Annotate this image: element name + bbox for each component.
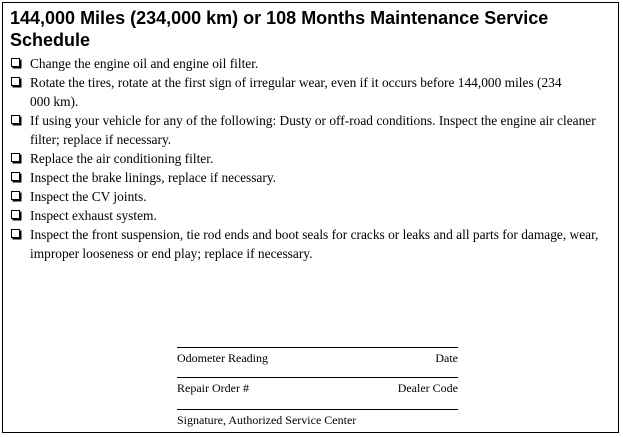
checklist-item-text: Inspect the front suspension, tie rod ends and boot seals for cracks or leaks and all parts for damage, wear, improper looseness or end play; replace if necessary. xyxy=(30,227,599,261)
schedule-title: 144,000 Miles (234,000 km) or 108 Months Maintenance Service Schedule xyxy=(10,8,549,50)
odometer-date-field[interactable] xyxy=(177,347,458,365)
maintenance-schedule-card xyxy=(2,2,619,433)
checkbox-icon[interactable] xyxy=(11,58,20,67)
dealer-code-label: Dealer Code xyxy=(397,381,458,395)
maintenance-checklist xyxy=(10,54,615,263)
signature-label: Signature, Authorized Service Center xyxy=(177,413,357,427)
checklist-item xyxy=(10,168,615,187)
checklist-item xyxy=(10,206,615,225)
checklist-item xyxy=(10,225,615,263)
checklist-item-text: Inspect the brake linings, replace if necessary. xyxy=(30,170,277,185)
checkbox-icon[interactable] xyxy=(11,172,20,181)
checklist-item-text: Change the engine oil and engine oil filter. xyxy=(30,56,259,71)
odometer-label: Odometer Reading xyxy=(177,351,268,365)
checkbox-icon[interactable] xyxy=(11,77,20,86)
checklist-item-text: Inspect the CV joints. xyxy=(30,189,147,204)
repair-order-label: Repair Order # xyxy=(177,381,249,395)
checkbox-icon[interactable] xyxy=(11,153,20,162)
checklist-item xyxy=(10,149,615,168)
checklist-item xyxy=(10,73,570,111)
checklist-item xyxy=(10,187,615,206)
checklist-item-text: Inspect exhaust system. xyxy=(30,208,157,223)
checklist-item-text: Replace the air conditioning filter. xyxy=(30,151,214,166)
checklist-item-text: Rotate the tires, rotate at the first sign of irregular wear, even if it occurs before 144,000 miles (234 000 km). xyxy=(30,75,562,109)
checkbox-icon[interactable] xyxy=(11,191,20,200)
checkbox-icon[interactable] xyxy=(11,210,20,219)
signature-field[interactable] xyxy=(177,409,458,427)
checklist-item xyxy=(10,54,615,73)
date-label: Date xyxy=(435,351,458,365)
checklist-item-text: If using your vehicle for any of the following: Dusty or off-road conditions. Inspect the engine air cleaner filter; replace if necessary. xyxy=(30,113,596,147)
repair-order-dealer-field[interactable] xyxy=(177,377,458,395)
checkbox-icon[interactable] xyxy=(11,115,20,124)
checkbox-icon[interactable] xyxy=(11,229,20,238)
checklist-item xyxy=(10,111,615,149)
